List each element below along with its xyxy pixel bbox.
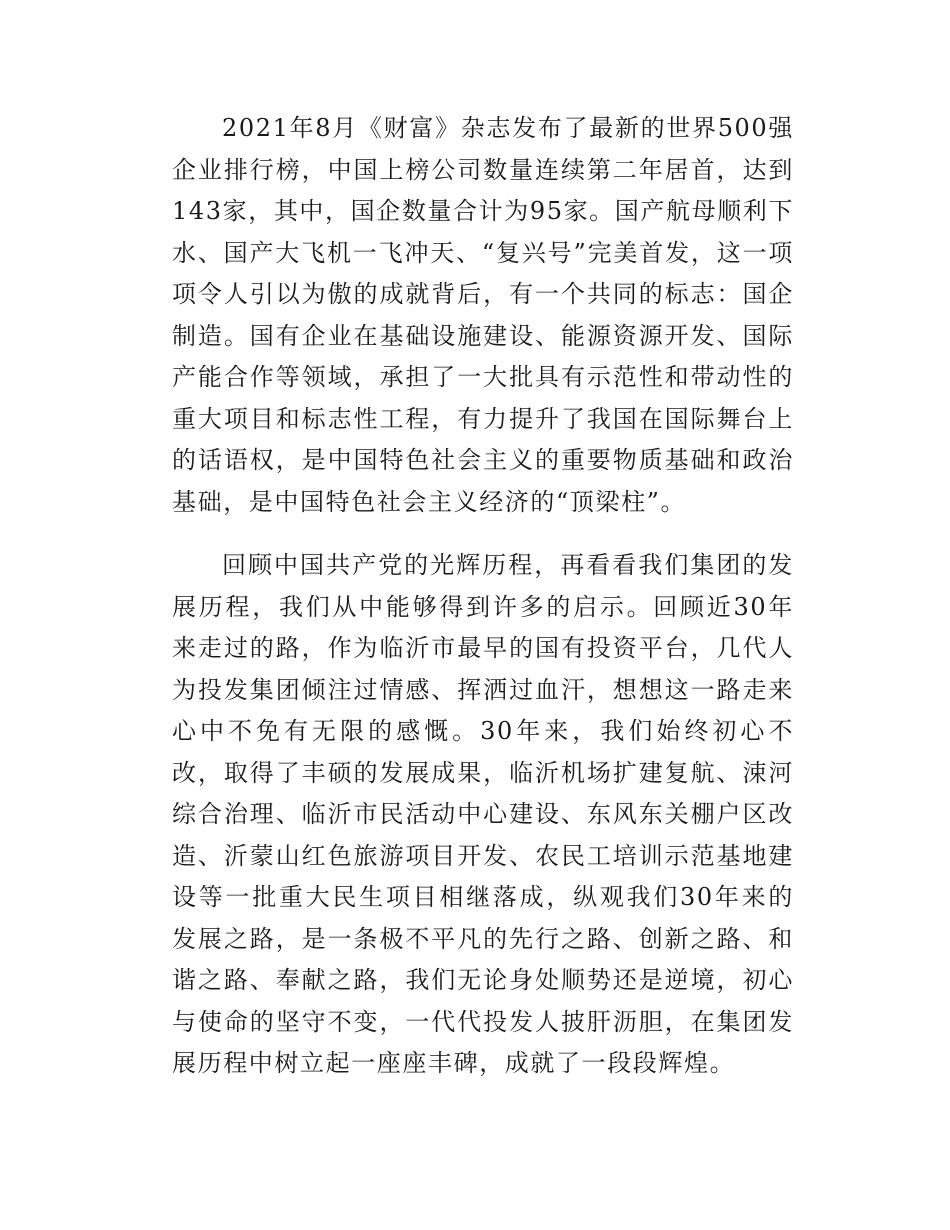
paragraph-1-block: [172, 108, 794, 523]
paragraph-2-block: [172, 545, 794, 1085]
paragraph-1: 2021年8月《财富》杂志发布了最新的世界500强企业排行榜，中国上榜公司数量连续第二年居首，达到143家，其中，国企数量合计为95家。国产航母顺利下水、国产大飞机一飞冲天、“复兴号”完美首发，这一项项令人引以为傲的成就背后，有一个共同的标志：国企制造。国有企业在基础设施建设、能源资源开发、国际产能合作等领域，承担了一大批具有示范性和带动性的重大项目和标志性工程，有力提升了我国在国际舞台上的话语权，是中国特色社会主义的重要物质基础和政治基础，是中国特色社会主义经济的“顶梁柱”。: [172, 114, 794, 516]
paragraph-2: 回顾中国共产党的光辉历程，再看看我们集团的发展历程，我们从中能够得到许多的启示。回顾近30年来走过的路，作为临沂市最早的国有投资平台，几代人为投发集团倾注过情感、挥洒过血汗，想想这一路走来心中不免有无限的感慨。30年来，我们始终初心不改，取得了丰硕的发展成果，临沂机场扩建复航、涑河综合治理、临沂市民活动中心建设、东风东关棚户区改造、沂蒙山红色旅游项目开发、农民工培训示范基地建设等一批重大民生项目相继落成，纵观我们30年来的发展之路，是一条极不平凡的先行之路、创新之路、和谐之路、奉献之路，我们无论身处顺势还是逆境，初心与使命的坚守不变，一代代投发人披肝沥胆，在集团发展历程中树立起一座座丰碑，成就了一段段辉煌。: [172, 551, 794, 1077]
